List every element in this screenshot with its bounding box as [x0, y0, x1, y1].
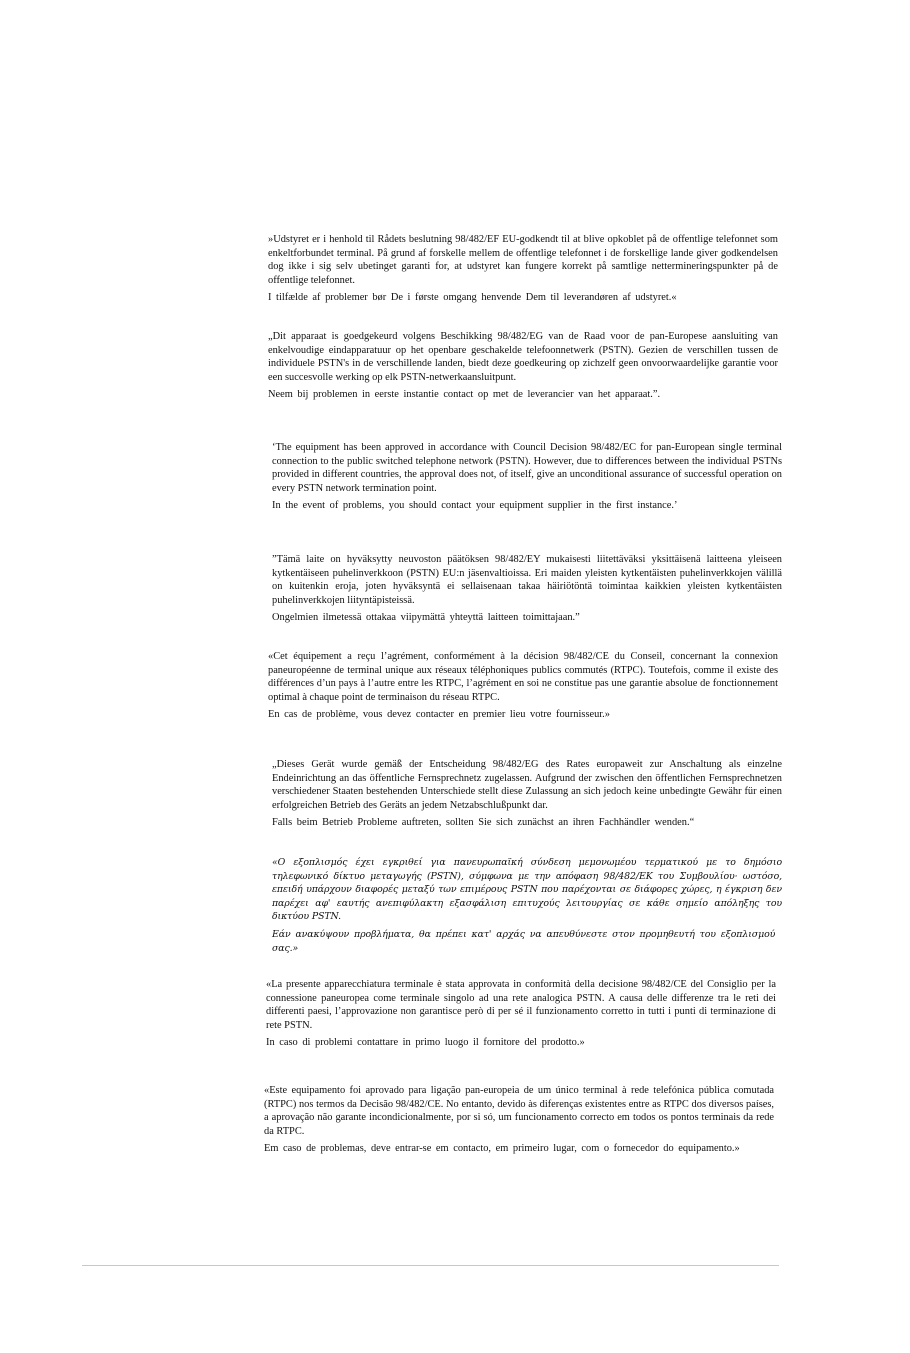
footer-divider	[82, 1265, 779, 1266]
statement-italian-contact: In caso di problemi contattare in primo luogo il fornitore del prodotto.»	[266, 1037, 585, 1049]
statement-dutch	[268, 330, 778, 402]
statement-italian	[266, 978, 776, 1050]
statement-danish-body: »Udstyret er i henhold til Rådets beslutning 98/482/EF EU-godkendt til at blive opkoblet på de offentlige telefonnet som enkeltforbundet terminal. På grund af forskelle mellem de offentlige telefonnet i de forskellige lande giver godkendelsen dog ikke i sig selv ubetinget garanti for, at udstyret kan fungere korrekt på samtlige nettermineringspunkter på de offentlige telefonnet.	[268, 234, 778, 286]
statement-french-contact: En cas de problème, vous devez contacter en premier lieu votre fournisseur.»	[268, 709, 610, 721]
statement-finnish-contact: Ongelmien ilmetessä ottakaa viipymättä yhteyttä laitteen toimittajaan.”	[272, 612, 580, 624]
statement-portuguese	[264, 1084, 774, 1156]
statement-french	[268, 650, 778, 722]
statement-greek-contact: Εάν ανακύψουν προβλήματα, θα πρέπει κατ' αρχάς να απευθύνεστε στον προμηθευτή του εξοπλισμού σας.»	[272, 928, 776, 954]
statement-finnish-body: ”Tämä laite on hyväksytty neuvoston päätöksen 98/482/EY mukaisesti liitettäväksi yksittäisenä laitteena yleiseen kytkentäiseen puhelinverkkoon (PSTN) EU:n jäsenvaltioissa. Eri maiden yleisten kytkentäisten puhelinverkkojen välillä on kuitenkin eroja, joten hyväksyntä ei sellaisenaan takaa häiriötöntä toimintaa kaikkien yleisten kytkentäisten puhelinverkkojen liityntäpisteissä.	[272, 554, 782, 606]
statement-dutch-body: „Dit apparaat is goedgekeurd volgens Beschikking 98/482/EG van de Raad voor de pan-Europese aansluiting van enkelvoudige eindapparatuur op het openbare geschakelde telefoonnetwerk (PSTN). Gezien de verschillen tussen de individuele PSTN's in de verschillende landen, biedt deze goedkeuring op zichzelf geen onvoorwaardelijke garantie voor een succesvolle werking op elk PSTN-netwerkaansluitpunt.	[268, 331, 778, 383]
statement-portuguese-body: «Este equipamento foi aprovado para ligação pan-europeia de um único terminal à rede telefónica pública comutada (RTPC) nos termos da Decisão 98/482/CE. No entanto, devido às diferenças existentes entre as RTPC dos diversos países, a aprovação não garante incondicionalmente, por si só, um funcionamento correcto em todos os pontos terminais da rede da RTPC.	[264, 1085, 774, 1137]
statement-greek	[272, 856, 782, 955]
statement-french-body: «Cet équipement a reçu l’agrément, conformément à la décision 98/482/CE du Conseil, concernant la connexion paneuropéenne de terminal unique aux réseaux téléphoniques publics commutés (RTPC). Toutefois, comme il existe des différences d’un pays à l’autre entre les RTPC, l’agrément en soi ne constitue pas une garantie absolue de fonctionnement optimal à chaque point de terminaison du réseau RTPC.	[268, 651, 778, 703]
statement-german	[272, 758, 782, 830]
statement-finnish	[272, 553, 782, 625]
statement-portuguese-contact: Em caso de problemas, deve entrar-se em contacto, em primeiro lugar, com o fornecedor do equipamento.»	[264, 1143, 740, 1155]
statement-german-body: „Dieses Gerät wurde gemäß der Entscheidung 98/482/EG des Rates europaweit zur Anschaltung als einzelne Endeinrichtung an das öffentliche Fernsprechnetz zugelassen. Aufgrund der zwischen den öffentlichen Fernsprechnetzen verschiedener Staaten bestehenden Unterschiede stellt diese Zulassung an sich jedoch keine unbedingte Gewähr für einen erfolgreichen Betrieb des Geräts an jedem Netzabschlußpunkt dar.	[272, 759, 782, 811]
statement-german-contact: Falls beim Betrieb Probleme auftreten, sollten Sie sich zunächst an ihren Fachhändler wenden.“	[272, 817, 695, 829]
statement-danish	[268, 233, 778, 305]
statement-danish-contact: I tilfælde af problemer bør De i første omgang henvende Dem til leverandøren af udstyret.«	[268, 292, 677, 304]
statement-dutch-contact: Neem bij problemen in eerste instantie contact op met de leverancier van het apparaat.”.	[268, 389, 661, 401]
statement-italian-body: «La presente apparecchiatura terminale è stata approvata in conformità della decisione 98/482/CE del Consiglio per la connessione paneuropea come terminale singolo ad una rete analogica PSTN. A causa delle differenze tra le reti dei differenti paesi, l’approvazione non garantisce però di per sé il funzionamento corretto in tutti i punti di terminazione di rete PSTN.	[266, 979, 776, 1031]
statement-english-contact: In the event of problems, you should contact your equipment supplier in the first instance.’	[272, 500, 678, 512]
statement-english-body: ‘The equipment has been approved in accordance with Council Decision 98/482/EC for pan-European single terminal connection to the public switched telephone network (PSTN). However, due to differences between the individual PSTNs provided in different countries, the approval does not, of itself, give an unconditional assurance of successful operation on every PSTN network termination point.	[272, 442, 782, 494]
statement-english	[272, 441, 782, 513]
statement-greek-body: «Ο εξοπλισμός έχει εγκριθεί για πανευρωπαϊκή σύνδεση μεμονωμέου τερματικού με το δημόσιο τηλεφωνικό δίκτυο μεταγωγής (PSTN), σύμφωνα με την απόφαση 98/482/ΕΚ του Συμβουλίου· ωστόσο, επειδή υπάρχουν διαφορές μεταξύ των επιμέρους PSTN που παρέχονται σε διάφορες χώρες, η έγκριση δεν παρέχει αφ' εαυτής ανεπιφύλακτη εξασφάλιση επιτυχούς λειτουργίας σε κάθε σημείο απόληξης του δικτύου PSTN.	[272, 857, 782, 923]
